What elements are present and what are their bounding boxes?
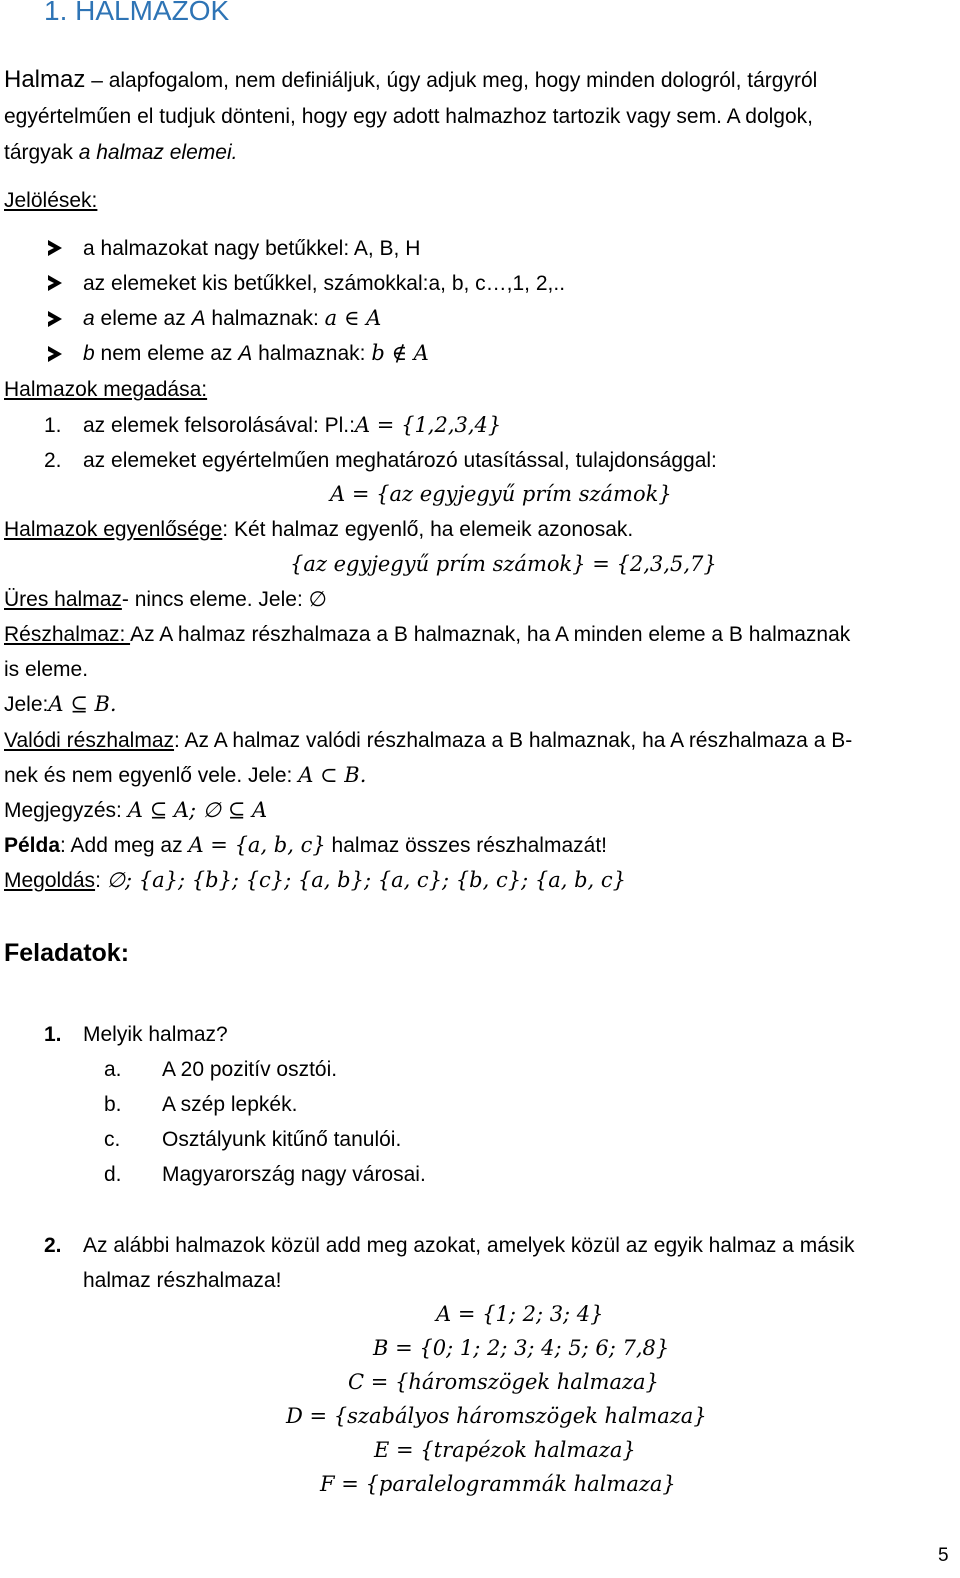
set-definition: E = {trapézok halmaza}	[374, 1438, 636, 1462]
notation-bullet-3	[83, 306, 381, 331]
solution-line	[4, 868, 626, 893]
arrow-bullet-icon	[48, 346, 62, 362]
halmaz-term: Halmaz	[4, 66, 86, 93]
subset-title: Részhalmaz:	[4, 623, 131, 646]
intro-text-1: – alapfogalom, nem definiáljuk, úgy adjuk meg, hogy minden dologról, tárgyról	[85, 69, 818, 92]
example-line	[4, 833, 607, 858]
text: nek és nem egyenlő vele. Jele:	[4, 764, 299, 787]
text: nem eleme az	[94, 342, 239, 365]
giving-item-1	[83, 413, 501, 438]
subset-line-2: is eleme.	[4, 658, 89, 681]
task-2-text-2: halmaz részhalmaza!	[83, 1269, 282, 1292]
task-1-item: A 20 pozitív osztói.	[162, 1058, 338, 1081]
arrow-bullet-icon	[48, 311, 62, 327]
set-definition: F = {paralelogrammák halmaza}	[320, 1472, 676, 1496]
proper-subset-formula: A ⊂ B.	[298, 763, 367, 787]
task-1-item-label: d.	[104, 1163, 122, 1186]
set-definition: D = {szabályos háromszögek halmaza}	[286, 1404, 707, 1428]
proper-title: Valódi részhalmaz	[4, 729, 175, 752]
solution-label: Megoldás	[4, 869, 96, 892]
text: : Két halmaz egyenlő, ha elemeik azonosak.	[222, 518, 634, 541]
not-element-of-formula: b ∉ A	[371, 341, 429, 365]
text: az elemek felsorolásával: Pl.:	[83, 414, 355, 437]
giving-title: Halmazok megadása:	[4, 378, 208, 401]
text: halmaznak:	[205, 307, 325, 330]
task-1-text: Melyik halmaz?	[83, 1023, 228, 1046]
notation-bullet-2: az elemeket kis betűkkel, számokkal:a, b, c…,1, 2,..	[83, 272, 566, 295]
subset-line-1	[4, 622, 850, 647]
empty-set-line	[4, 587, 327, 612]
notation-bullet-4	[83, 341, 429, 366]
text: Jele:	[4, 693, 49, 716]
note-label: Megjegyzés:	[4, 799, 128, 822]
set-definition: B = {0; 1; 2; 3; 4; 5; 6; 7,8}	[373, 1336, 670, 1360]
page-heading: 1. HALMAZOK	[44, 0, 230, 26]
page-number: 5	[938, 1545, 949, 1566]
element-of-formula: a ∈ A	[324, 306, 382, 330]
text: :	[95, 869, 107, 892]
task-1-item: Magyarország nagy városai.	[162, 1163, 426, 1186]
set-definition: C = {háromszögek halmaza}	[348, 1370, 659, 1394]
intro-line-2: egyértelműen el tudjuk dönteni, hogy egy adott halmazhoz tartozik vagy sem. A dolgok,	[4, 105, 813, 128]
intro-line-1	[4, 66, 817, 95]
example-label: Példa	[4, 834, 61, 857]
task-1-num: 1.	[44, 1023, 62, 1046]
notation-title: Jelölések:	[4, 189, 98, 212]
intro-line-3	[4, 140, 237, 165]
arrow-bullet-icon	[48, 240, 62, 256]
giving-item-2: az elemeket egyértelműen meghatározó utasítással, tulajdonsággal:	[83, 449, 717, 472]
equality-title: Halmazok egyenlősége	[4, 518, 223, 541]
notation-bullet-1: a halmazokat nagy betűkkel: A, B, H	[83, 237, 421, 260]
note-formula: A ⊆ A; ∅ ⊆ A	[127, 798, 268, 822]
intro-elements-term: a halmaz elemei.	[78, 141, 238, 164]
solution-formula: ∅; {a}; {b}; {c}; {a, b}; {a, c}; {b, c}; {a, b, c}	[106, 868, 626, 892]
task-2-text-1: Az alábbi halmazok közül add meg azokat, amelyek közül az egyik halmaz a másik	[83, 1234, 855, 1257]
empty-title: Üres halmaz	[4, 588, 122, 611]
note-line	[4, 798, 267, 823]
equality-formula: {az egyjegyű prím számok} = {2,3,5,7}	[290, 552, 717, 576]
var-b: b	[83, 342, 95, 365]
text: eleme az	[94, 307, 192, 330]
arrow-bullet-icon	[48, 275, 62, 291]
task-1-item: A szép lepkék.	[162, 1093, 298, 1116]
subset-formula: A ⊆ B.	[48, 692, 117, 716]
var-a: a	[83, 307, 95, 330]
intro-text-3: tárgyak	[4, 141, 79, 164]
equality-line	[4, 517, 633, 542]
example-formula: A = {a, b, c}	[188, 833, 326, 857]
text: : Az A halmaz valódi részhalmaza a B halmaznak, ha A részhalmaza a B-	[174, 729, 853, 752]
text: halmaz összes részhalmazát!	[325, 834, 607, 857]
var-A: A	[191, 307, 206, 330]
task-2-num: 2.	[44, 1234, 62, 1257]
task-1-item-label: c.	[104, 1128, 121, 1151]
giving-formula: A = {az egyjegyű prím számok}	[330, 482, 672, 506]
task-1-item: Osztályunk kitűnő tanulói.	[162, 1128, 402, 1151]
giving-item-2-num: 2.	[44, 449, 62, 472]
proper-subset-line-1	[4, 728, 852, 753]
set-formula: A = {1,2,3,4}	[354, 413, 502, 437]
text: : Add meg az	[60, 834, 189, 857]
giving-item-1-num: 1.	[44, 414, 62, 437]
text: Az A halmaz részhalmaza a B halmaznak, ha A minden eleme a B halmaznak	[130, 623, 851, 646]
text: - nincs eleme. Jele: ∅	[121, 588, 327, 611]
proper-subset-line-2	[4, 763, 366, 788]
set-definition: A = {1; 2; 3; 4}	[436, 1302, 604, 1326]
tasks-title: Feladatok:	[4, 939, 130, 967]
var-A: A	[238, 342, 253, 365]
task-1-item-label: a.	[104, 1058, 122, 1081]
text: halmaznak:	[252, 342, 372, 365]
task-1-item-label: b.	[104, 1093, 122, 1116]
subset-symbol-line	[4, 692, 117, 717]
